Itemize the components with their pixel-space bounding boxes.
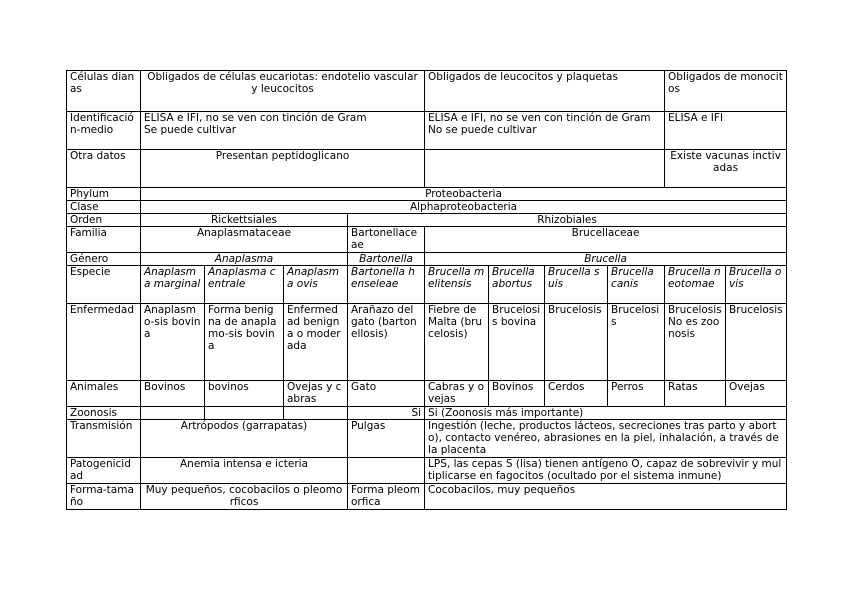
species-cell: Brucella melitensis [425,266,489,304]
row-otros [67,150,787,188]
species-cell: Brucella suis [545,266,608,304]
cell-zoonosis-brucella: Si (Zoonosis más importante) [425,407,787,420]
species-cell: Anaplasma centrale [205,266,284,304]
animal-cell: bovinos [205,381,284,407]
cell-line: No es zoonosis [668,316,720,340]
animal-cell: Perros [608,381,665,407]
row-label: Animales [67,381,141,407]
row-label: Familia [67,227,141,253]
row-label: Identificación-medio [67,112,141,150]
cell-clase: Alphaproteobacteria [141,201,787,214]
row-animales [67,381,787,407]
row-identificacion [67,112,787,150]
cell-identificacion-anaplasma [141,112,425,150]
cell-empty [348,458,425,484]
row-label: Zoonosis [67,407,141,420]
cell-patogenicidad-anaplasma: Anemia intensa e icteria [141,458,348,484]
species-cell: Bartonella henseleae [348,266,425,304]
row-label: Forma-tamaño [67,484,141,510]
cell-genero-bartonella: Bartonella [348,253,425,266]
cell-celulas-anaplasma: Obligados de células eucariotas: endotelio vascular y leucocitos [141,71,425,112]
row-patogenicidad [67,458,787,484]
animal-cell: Bovinos [489,381,545,407]
disease-cell: Brucelosis bovina [489,304,545,381]
row-label: Género [67,253,141,266]
row-genero [67,253,787,266]
row-zoonosis [67,407,787,420]
cell-forma-brucella: Cocobacilos, muy pequeños [425,484,787,510]
row-phylum [67,188,787,201]
row-enfermedad [67,304,787,381]
row-label: Clase [67,201,141,214]
animal-cell: Ovejas [726,381,787,407]
row-clase [67,201,787,214]
disease-cell: Fiebre de Malta (brucelosis) [425,304,489,381]
cell-orden-rickettsiales: Rickettsiales [141,214,348,227]
row-label: Patogenicidad [67,458,141,484]
cell-familia-bartonellaceae: Bartonellaceae [348,227,425,253]
cell-empty [141,407,205,420]
disease-cell: Brucelosis [608,304,665,381]
species-cell: Brucella abortus [489,266,545,304]
row-familia [67,227,787,253]
species-cell: Brucella canis [608,266,665,304]
row-especie [67,266,787,304]
cell-otros-anaplasma: Presentan peptidoglicano [141,150,425,188]
disease-cell: Enfermedad benigna o moderada [284,304,348,381]
row-orden [67,214,787,227]
cell-transmision-anaplasma: Artrópodos (garrapatas) [141,420,348,458]
cell-empty [284,407,348,420]
row-label: Orden [67,214,141,227]
bacteria-comparison-table [66,70,787,510]
species-cell: Anaplasma marginal [141,266,205,304]
row-label: Enfermedad [67,304,141,381]
cell-line: ELISA e IFI, no se ven con tinción de Gram [144,112,367,124]
cell-line: Se puede cultivar [144,124,237,136]
row-celulas [67,71,787,112]
cell-otros-ovis: Existe vacunas inctivadas [665,150,787,188]
cell-identificacion-ovis: ELISA e IFI [665,112,787,150]
cell-orden-rhizobiales: Rhizobiales [348,214,787,227]
cell-phylum: Proteobacteria [141,188,787,201]
row-transmision [67,420,787,458]
cell-patogenicidad-brucella: LPS, las cepas S (lisa) tienen antígeno O, capaz de sobrevivir y multiplicarse en fagocitos (ocultado por el sistema inmune) [425,458,787,484]
cell-celulas-brucella: Obligados de leucocitos y plaquetas [425,71,665,112]
cell-transmision-bartonella: Pulgas [348,420,425,458]
row-label: Phylum [67,188,141,201]
disease-cell: Arañazo del gato (bartonellosis) [348,304,425,381]
cell-celulas-ovis: Obligados de monocitos [665,71,787,112]
animal-cell: Cabras y ovejas [425,381,489,407]
cell-zoonosis-bartonella: Si [348,407,425,420]
cell-genero-anaplasma: Anaplasma [141,253,348,266]
cell-genero-brucella: Brucella [425,253,787,266]
row-label: Transmisión [67,420,141,458]
animal-cell: Ratas [665,381,726,407]
cell-forma-bartonella: Forma pleomorfica [348,484,425,510]
animal-cell: Gato [348,381,425,407]
species-cell: Brucella neotomae [665,266,726,304]
species-cell: Anaplasma ovis [284,266,348,304]
cell-familia-brucellaceae: Brucellaceae [425,227,787,253]
cell-empty [205,407,284,420]
animal-cell: Cerdos [545,381,608,407]
species-cell: Brucella ovis [726,266,787,304]
cell-familia-anaplasmataceae: Anaplasmataceae [141,227,348,253]
animal-cell: Bovinos [141,381,205,407]
animal-cell: Ovejas y cabras [284,381,348,407]
disease-cell: Forma benigna de anaplamo-sis bovina [205,304,284,381]
disease-cell [665,304,726,381]
cell-otros-empty [425,150,665,188]
cell-identificacion-brucella [425,112,665,150]
cell-transmision-brucella: Ingestión (leche, productos lácteos, secreciones tras parto y aborto), contacto venéreo, abrasiones en la piel, inhalación, a través de la placenta [425,420,787,458]
cell-line: ELISA e IFI, no se ven con tinción de Gram [428,112,651,124]
cell-line: Brucelosis [668,304,722,316]
row-label: Células dianas [67,71,141,112]
cell-line: No se puede cultivar [428,124,537,136]
disease-cell: Anaplasmo-sis bovina [141,304,205,381]
row-label: Especie [67,266,141,304]
row-forma [67,484,787,510]
disease-cell: Brucelosis [545,304,608,381]
row-label: Otra datos [67,150,141,188]
disease-cell: Brucelosis [726,304,787,381]
cell-forma-anaplasma: Muy pequeños, cocobacilos o pleomorficos [141,484,348,510]
